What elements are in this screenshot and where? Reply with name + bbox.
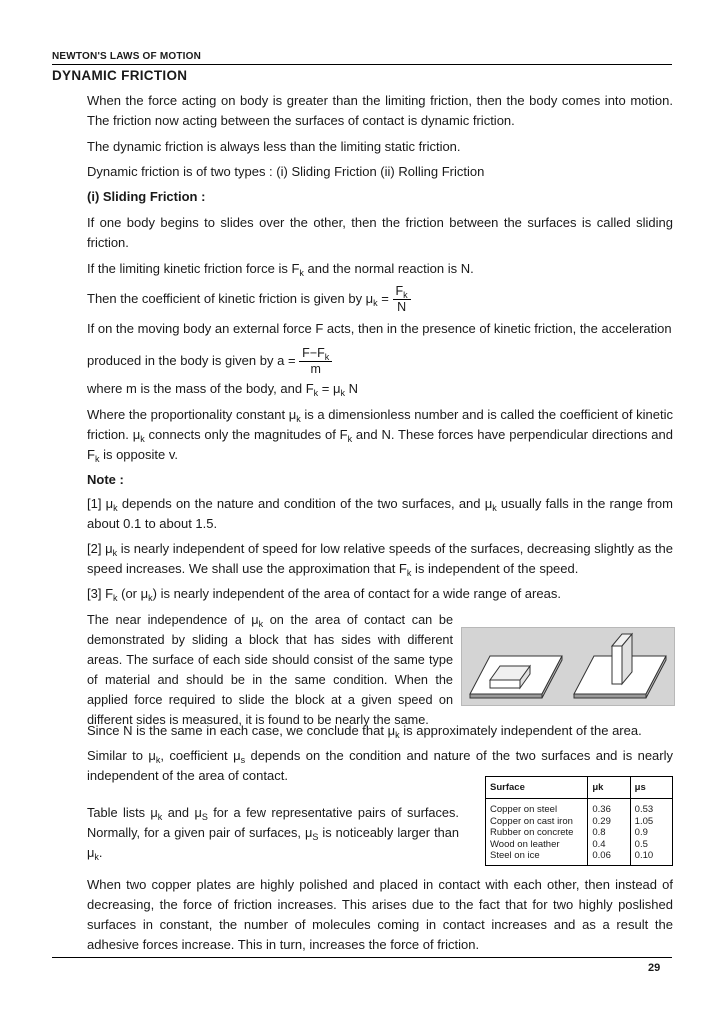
text: The near independence of μ — [87, 613, 259, 627]
text: where m is the mass of the body, and F — [87, 381, 314, 396]
subscript: k — [113, 503, 118, 513]
text: is approximately independent of the area. — [399, 723, 642, 738]
subscript: k — [140, 434, 145, 444]
text: on the area of contact can be demonstrated by sliding a block that has sides with different areas. The surface of each side should consist of the same type of material and should be in the same condition. When the applied force required to slide the block at a given speed on different sides is measured, it is found to be nearly the same. — [87, 613, 453, 727]
table-cell-mu-s: 1.05 — [634, 815, 654, 827]
text: Where the proportionality constant μ — [87, 407, 297, 422]
paragraph-kinetic-force — [87, 259, 673, 279]
block-illustration — [462, 628, 674, 705]
running-title: NEWTON'S LAWS OF MOTION — [52, 51, 202, 62]
text: for a few representative pairs of surfaces. Normally, for a given pair of surfaces, μ — [87, 805, 459, 840]
text: If the limiting kinetic friction force is F — [87, 261, 300, 276]
table-header-mu-s: μs — [630, 777, 672, 799]
subscript: k — [258, 619, 264, 629]
table-cell-surface: Steel on ice — [486, 850, 588, 865]
subscript: S — [312, 832, 319, 842]
table-cell-surface: Copper on cast iron — [486, 816, 588, 828]
table-header-row — [486, 777, 673, 799]
subscript: s — [240, 755, 246, 765]
subscript: k — [299, 268, 304, 278]
text: is independent of the speed. — [411, 561, 579, 576]
text: = μ — [318, 381, 341, 396]
formula-acceleration — [87, 344, 673, 378]
note-3 — [87, 584, 673, 604]
table-row — [486, 850, 673, 865]
page-number: 29 — [648, 962, 661, 974]
text: is nearly independent of speed for low relative speeds of the surfaces, decreasing slightly as the speed increases. We shall use the approximation that F — [87, 541, 673, 576]
subscript: k — [113, 593, 118, 603]
text: is noticeably larger than μ — [87, 825, 459, 860]
subscript: k — [296, 414, 301, 424]
paragraph-less-than-static: The dynamic friction is always less than the limiting static friction. — [87, 139, 461, 154]
subscript: k — [406, 568, 412, 578]
table-cell-surface: Rubber on concrete — [486, 827, 588, 839]
text: Similar to μ — [87, 748, 156, 763]
table-cell-mu-k: 0.29 — [588, 816, 630, 828]
text: Since N is the same in each case, we conclude that μ — [87, 723, 396, 738]
table-cell-mu-s: 0.53 — [634, 804, 654, 815]
subscript: k — [94, 852, 99, 862]
denominator: m — [310, 362, 321, 377]
text: depends on the condition and nature of the two surfaces and is nearly independent of the area of contact. — [87, 748, 674, 783]
subscript: k — [148, 593, 153, 603]
equals-sign: = — [381, 291, 389, 306]
paragraph-copper-plates: When two copper plates are highly polished and placed in contact with each other, then instead of decreasing, the force of friction increases. This arises due to the fact that for two highly poslished surfaces in constant, the number of molecules coming in contact increases and as a result the adhesive forces increase. This in turn, increases the force of friction. — [87, 877, 673, 952]
text: F — [302, 346, 310, 361]
text: (or μ — [117, 586, 149, 601]
paragraph-types: Dynamic friction is of two types : (i) Sliding Friction (ii) Rolling Friction — [87, 164, 485, 179]
paragraph-area-independence — [87, 610, 453, 730]
numerator — [299, 346, 332, 362]
table-row — [486, 827, 673, 839]
fraction-fk-over-n — [393, 284, 411, 315]
text: N — [344, 381, 358, 396]
subscript: k — [324, 352, 330, 363]
table-cell-surface: Wood on leather — [486, 839, 588, 851]
subscript: k — [373, 298, 378, 308]
paragraph-mass — [87, 379, 673, 399]
subscript: k — [112, 548, 118, 558]
paragraph-proportionality — [87, 405, 673, 465]
text: ) is nearly independent of the area of contact for a wide range of areas. — [152, 586, 561, 601]
note-2 — [87, 539, 673, 579]
text: . — [98, 845, 103, 860]
numerator — [393, 284, 411, 300]
fraction-f-minus-fk-over-m — [299, 346, 332, 377]
subscript: k — [347, 434, 353, 444]
text: [1] μ — [87, 496, 114, 511]
text: Table lists μ — [87, 805, 158, 820]
text: Then the coefficient of kinetic friction is given by μ — [87, 291, 374, 306]
subscript: k — [403, 290, 408, 301]
text: depends on the nature and condition of the two surfaces, and μ — [117, 496, 493, 511]
table-row — [486, 839, 673, 851]
text: F — [395, 284, 404, 299]
note-heading: Note : — [87, 472, 124, 487]
table-header-surface: Surface — [486, 777, 588, 799]
text: and the normal reaction is N. — [303, 261, 474, 276]
table-cell-mu-k: 0.36 — [588, 799, 630, 816]
text: usually falls in the range from about 0.1 to about 1.5. — [87, 496, 673, 531]
text: and N. These forces have perpendicular directions and F — [87, 427, 673, 462]
paragraph-external-force: If on the moving body an external force F acts, then in the presence of kinetic friction, the acceleration — [87, 321, 672, 336]
subscript: k — [313, 388, 319, 398]
footer-rule — [52, 957, 672, 958]
paragraph-table-reference — [87, 803, 459, 863]
text: F — [317, 346, 325, 361]
block-area-figure — [461, 627, 675, 706]
table-cell-mu-s: 0.5 — [634, 838, 648, 850]
subscript: S — [201, 812, 208, 822]
table-row — [486, 799, 673, 816]
paragraph-intro: When the force acting on body is greater than the limiting friction, then the body comes into motion. The friction now acting between the surfaces of contact is dynamic friction. — [87, 93, 673, 128]
text: connects only the magnitudes of F — [144, 427, 348, 442]
subscript: k — [492, 503, 497, 513]
subscript: k — [94, 454, 100, 464]
note-1 — [87, 494, 673, 534]
text: and μ — [162, 805, 202, 820]
minus-sign: − — [309, 346, 318, 361]
table-cell-mu-s: 0.10 — [634, 850, 654, 861]
denominator: N — [397, 300, 407, 315]
subscript: k — [395, 730, 400, 740]
header-rule — [52, 64, 672, 65]
sub-heading-sliding: (i) Sliding Friction : — [87, 189, 206, 204]
table-cell-mu-k: 0.4 — [588, 839, 630, 851]
table-cell-mu-k: 0.8 — [588, 827, 630, 839]
subscript: k — [157, 812, 163, 822]
text: [2] μ — [87, 541, 113, 556]
paragraph-conclusion — [87, 721, 673, 741]
text: is a dimensionless number and is called the coefficient of kinetic friction. μ — [87, 407, 673, 442]
text: produced in the body is given by — [87, 353, 274, 368]
text: , coefficient μ — [160, 748, 241, 763]
variable-a: a — [277, 353, 285, 368]
equals-sign: = — [287, 353, 296, 368]
subscript: k — [155, 755, 161, 765]
paragraph-sliding-definition: If one body begins to slides over the other, then the friction between the surfaces is called sliding friction. — [87, 215, 673, 250]
table-cell-mu-k: 0.06 — [588, 850, 630, 865]
friction-coefficients-table — [485, 776, 673, 866]
table-cell-mu-s: 0.9 — [634, 827, 648, 838]
formula-mu-k — [87, 283, 673, 315]
text: is opposite v. — [99, 447, 178, 462]
text: [3] F — [87, 586, 114, 601]
section-title: DYNAMIC FRICTION — [52, 68, 188, 83]
table-cell-surface: Copper on steel — [486, 799, 588, 816]
subscript: k — [340, 388, 345, 398]
table-row — [486, 816, 673, 828]
table-header-mu-k: μk — [588, 777, 630, 799]
